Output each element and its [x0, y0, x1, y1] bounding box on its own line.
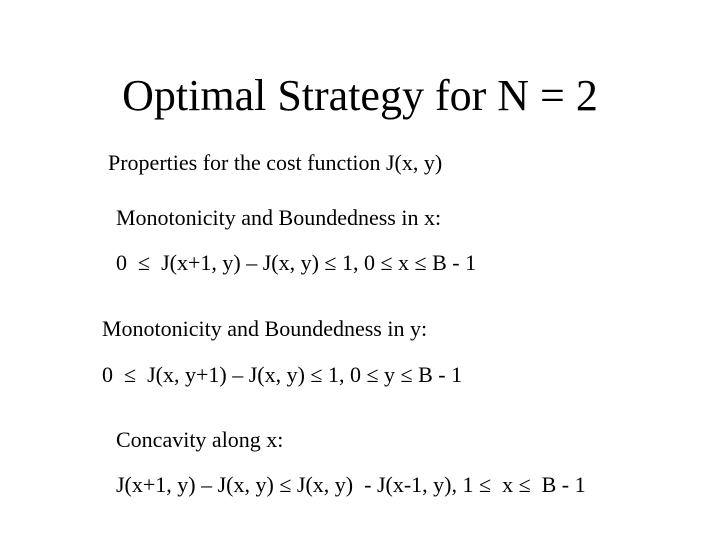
- concavity-inequality: J(x+1, y) – J(x, y) ≤ J(x, y) - J(x-1, y), 1 ≤ x ≤ B - 1: [116, 472, 586, 497]
- concavity-heading: Concavity along x:: [116, 427, 284, 452]
- monotonicity-y-inequality: 0 ≤ J(x, y+1) – J(x, y) ≤ 1, 0 ≤ y ≤ B - 1: [102, 362, 463, 387]
- slide-title: Optimal Strategy for N = 2: [122, 71, 598, 120]
- properties-text: Properties for the cost function J(x, y): [108, 150, 443, 175]
- monotonicity-x-heading: Monotonicity and Boundedness in x:: [116, 205, 442, 230]
- monotonicity-x-inequality: 0 ≤ J(x+1, y) – J(x, y) ≤ 1, 0 ≤ x ≤ B - 1: [116, 250, 477, 275]
- monotonicity-y-heading: Monotonicity and Boundedness in y:: [102, 316, 428, 341]
